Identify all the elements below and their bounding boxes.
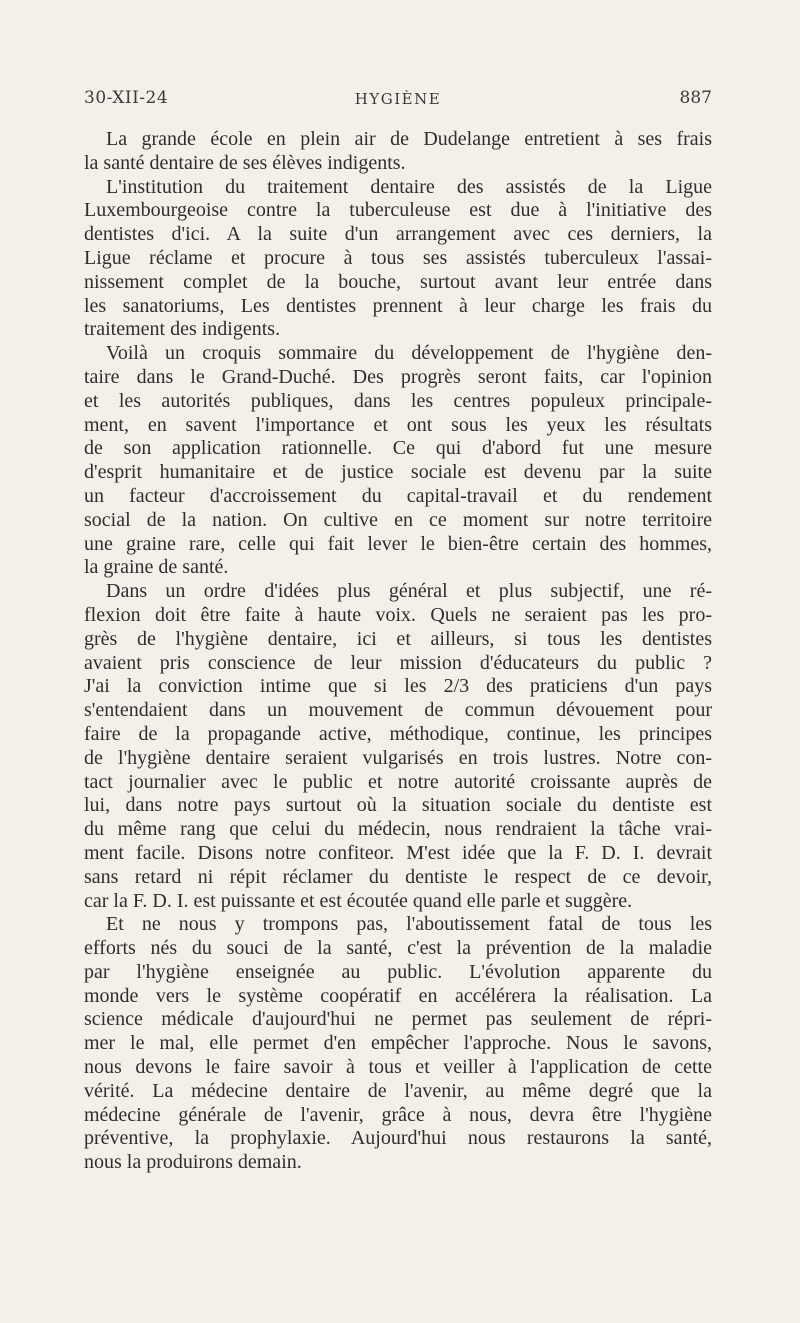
text-line: les sanatoriums, Les dentistes prennent à leur charge les frais du [84, 294, 712, 317]
text-line: de son application rationnelle. Ce qui d'abord fut une mesure [84, 437, 712, 460]
text-line: un facteur d'accroissement du capital-travail et du rendement [84, 484, 712, 507]
text-line: L'institution du traitement dentaire des assistés de la Ligue [106, 175, 712, 198]
page-number: 887 [679, 88, 712, 108]
text-line: car la F. D. I. est puissante et est écoutée quand elle parle et suggère. [84, 889, 633, 912]
text-line: Et ne nous y trompons pas, l'aboutissement fatal de tous les [106, 913, 712, 936]
paragraph [84, 342, 712, 580]
header-date: 30-XII-24 [84, 88, 169, 108]
text-line: sans retard ni répit réclamer du dentiste le respect de ce devoir, [84, 865, 712, 888]
text-line: taire dans le Grand-Duché. Des progrès seront faits, car l'opinion [84, 365, 712, 388]
text-line: avaient pris conscience de leur mission d'éducateurs du public ? [84, 651, 712, 674]
text-line: faire de la propagande active, méthodique, continue, les principes [84, 722, 712, 745]
paragraph [84, 176, 712, 343]
text-line: de l'hygiène dentaire seraient vulgarisés en trois lustres. Notre con- [84, 746, 712, 769]
paragraph [84, 913, 712, 1175]
text-line: efforts nés du souci de la santé, c'est la prévention de la maladie [84, 937, 712, 960]
text-line: dentistes d'ici. A la suite d'un arrangement avec ces derniers, la [84, 223, 712, 246]
body-text [84, 128, 712, 1175]
text-line: flexion doit être faite à haute voix. Quels ne seraient pas les pro- [84, 603, 712, 626]
text-line: J'ai la conviction intime que si les 2/3 des praticiens d'un pays [84, 675, 712, 698]
text-line: la graine de santé. [84, 556, 229, 579]
text-line: nissement complet de la bouche, surtout avant leur entrée dans [84, 270, 712, 293]
text-line: la santé dentaire de ses élèves indigents. [84, 151, 406, 174]
text-line: grès de l'hygiène dentaire, ici et ailleurs, si tous les dentistes [84, 627, 712, 650]
text-line: La grande école en plein air de Dudelange entretient à ses frais [106, 128, 712, 150]
text-line: nous devons le faire savoir à tous et veiller à l'application de cette [84, 1056, 712, 1079]
text-line: du même rang que celui du médecin, nous rendraient la tâche vrai- [84, 818, 712, 841]
text-line: Luxembourgeoise contre la tuberculeuse est due à l'initiative des [84, 199, 712, 222]
paragraph [84, 580, 712, 913]
text-line: mer le mal, elle permet d'en empêcher l'approche. Nous le savons, [84, 1032, 712, 1055]
text-line: d'esprit humanitaire et de justice sociale est devenu par la suite [84, 461, 712, 484]
paragraph [84, 128, 712, 176]
text-line: traitement des indigents. [84, 318, 281, 341]
text-line: ment, en savent l'importance et ont sous les yeux les résultats [84, 413, 712, 436]
text-line: ment facile. Disons notre confiteor. M'est idée que la F. D. I. devrait [84, 841, 712, 864]
text-line: par l'hygiène enseignée au public. L'évolution apparente du [84, 960, 712, 983]
text-line: tact journalier avec le public et notre autorité croissante auprès de [84, 770, 712, 793]
text-line: science médicale d'aujourd'hui ne permet pas seulement de répri- [84, 1008, 712, 1031]
text-line: s'entendaient dans un mouvement de commun dévouement pour [84, 699, 712, 722]
text-line: et les autorités publiques, dans les centres populeux principale- [84, 389, 712, 412]
text-line: médecine générale de l'avenir, grâce à nous, devra être l'hygiène [84, 1103, 712, 1126]
text-line: vérité. La médecine dentaire de l'avenir, au même degré que la [84, 1079, 712, 1102]
text-line: social de la nation. On cultive en ce moment sur notre territoire [84, 508, 712, 531]
text-line: Voilà un croquis sommaire du développement de l'hygiène den- [106, 342, 712, 365]
text-line: une graine rare, celle qui fait lever le bien-être certain des hommes, [84, 532, 712, 555]
header-title: HYGIÈNE [354, 90, 442, 108]
running-header [84, 88, 712, 116]
text-line: lui, dans notre pays surtout où la situation sociale du dentiste est [84, 794, 712, 817]
text-line: Ligue réclame et procure à tous ses assistés tuberculeux l'assai- [84, 246, 712, 269]
text-line: Dans un ordre d'idées plus général et plus subjectif, une ré- [106, 580, 712, 603]
text-line: préventive, la prophylaxie. Aujourd'hui nous restaurons la santé, [84, 1127, 712, 1150]
text-line: nous la produirons demain. [84, 1151, 302, 1174]
text-line: monde vers le système coopératif en accélérera la réalisation. La [84, 984, 712, 1007]
